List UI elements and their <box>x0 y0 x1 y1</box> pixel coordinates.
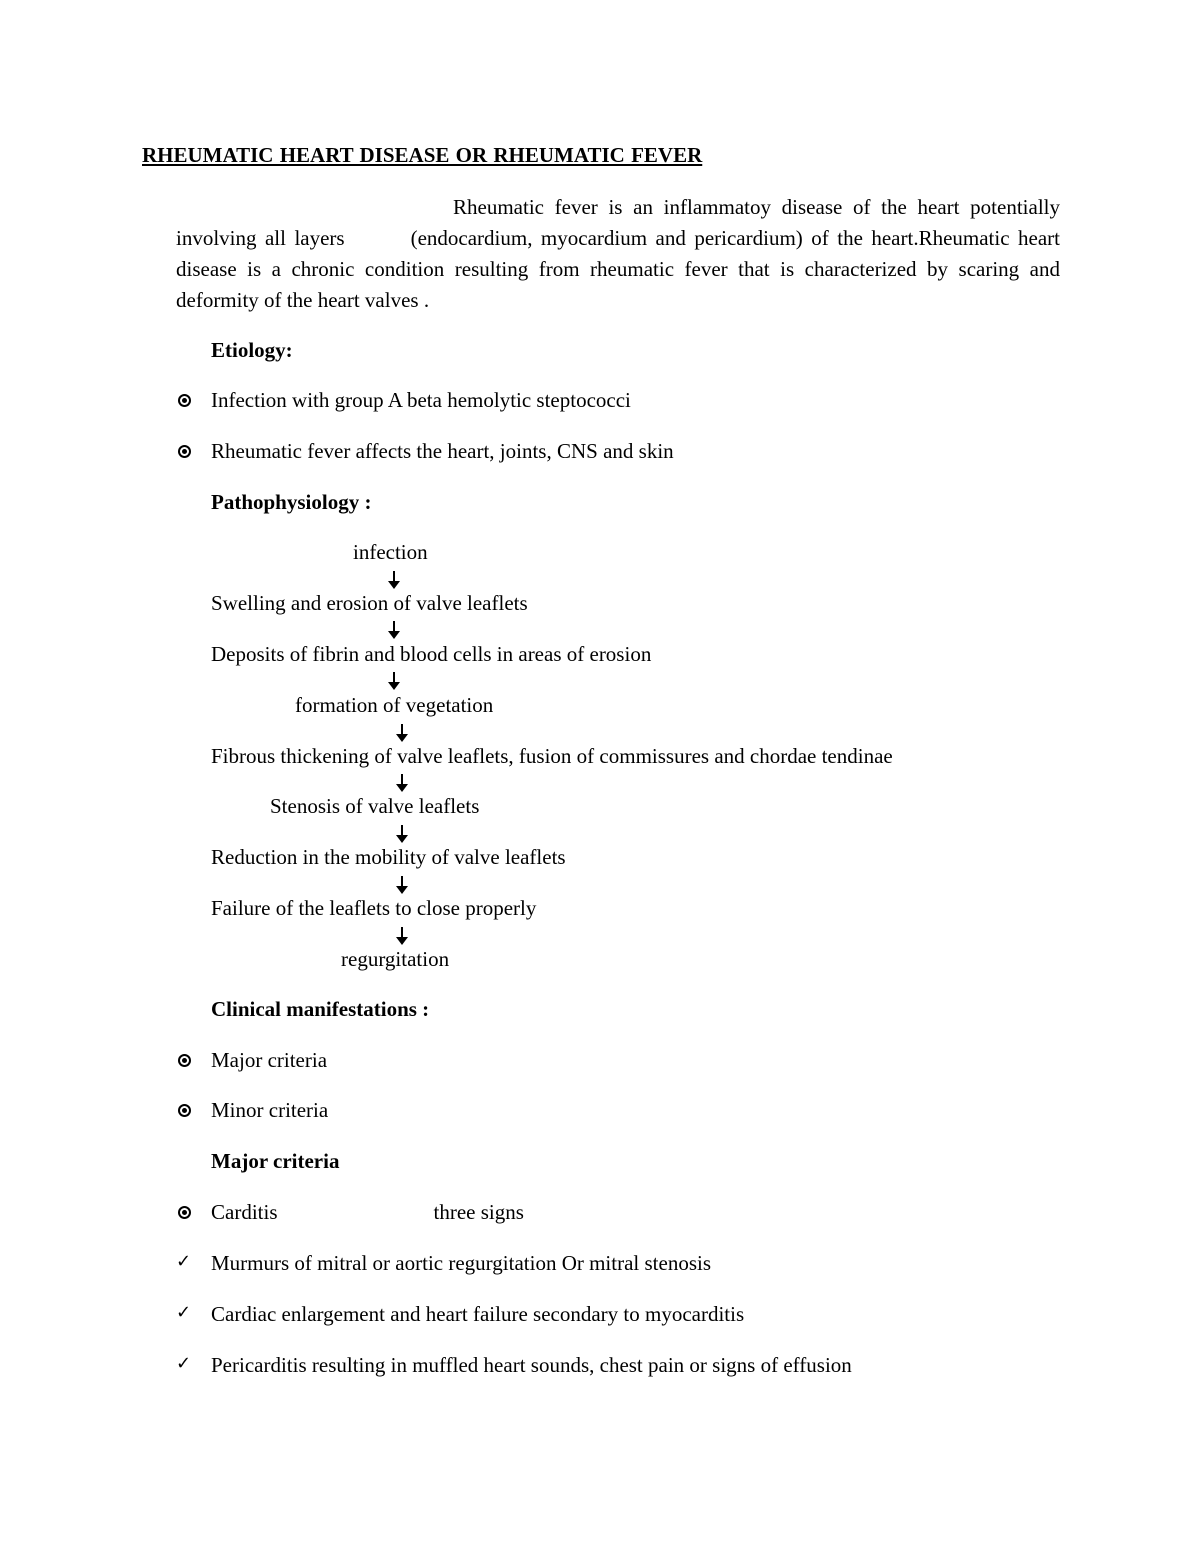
down-arrow-icon <box>387 570 401 590</box>
radio-bullet-icon <box>178 445 191 458</box>
flow-step: Fibrous thickening of valve leaflets, fusion of commissures and chordae tendinae <box>211 744 893 768</box>
page-title: RHEUMATIC HEART DISEASE OR RHEUMATIC FEVER <box>142 143 703 167</box>
etiology-item: Rheumatic fever affects the heart, joints, CNS and skin <box>211 439 674 463</box>
carditis-note: three signs <box>433 1200 524 1224</box>
intro-part-2: (endocardium, myocardium and pericardium) of the heart.Rheumatic heart disease is a chronic condition resulting from rheumatic fever that is characterized by scaring and deformity of the heart valves . <box>176 226 1060 312</box>
clinical-item: Minor criteria <box>211 1098 329 1122</box>
check-item: Cardiac enlargement and heart failure secondary to myocarditis <box>211 1302 745 1326</box>
flow-step: Swelling and erosion of valve leaflets <box>211 591 528 615</box>
flow-step: Failure of the leaflets to close properly <box>211 896 537 920</box>
radio-bullet-icon <box>178 1054 191 1067</box>
flow-step: Stenosis of valve leaflets <box>270 794 480 818</box>
down-arrow-icon <box>395 875 409 895</box>
etiology-item: Infection with group A beta hemolytic steptococci <box>211 388 631 412</box>
down-arrow-icon <box>387 671 401 691</box>
etiology-heading: Etiology: <box>211 338 293 362</box>
pathophysiology-heading: Pathophysiology : <box>211 490 372 514</box>
major-heading: Major criteria <box>211 1149 340 1173</box>
radio-bullet-icon <box>178 394 191 407</box>
checkmark-icon: ✓ <box>176 1353 192 1374</box>
clinical-item: Major criteria <box>211 1048 328 1072</box>
clinical-heading: Clinical manifestations : <box>211 997 430 1021</box>
checkmark-icon: ✓ <box>176 1302 192 1323</box>
intro-paragraph <box>176 192 1060 316</box>
flow-step: regurgitation <box>341 947 450 971</box>
checkmark-icon: ✓ <box>176 1251 192 1272</box>
carditis-label: Carditis <box>211 1200 278 1224</box>
radio-bullet-icon <box>178 1206 191 1219</box>
carditis-item <box>211 1199 524 1225</box>
down-arrow-icon <box>395 723 409 743</box>
down-arrow-icon <box>387 620 401 640</box>
flow-step: Deposits of fibrin and blood cells in areas of erosion <box>211 642 652 666</box>
down-arrow-icon <box>395 926 409 946</box>
radio-bullet-icon <box>178 1104 191 1117</box>
check-item: Murmurs of mitral or aortic regurgitation Or mitral stenosis <box>211 1251 712 1275</box>
intro-part-1: Rheumatic fever is an inflammatoy disease of the heart potentially involving all layers <box>176 195 1060 250</box>
check-item: Pericarditis resulting in muffled heart sounds, chest pain or signs of effusion <box>211 1353 852 1377</box>
flow-step: formation of vegetation <box>295 693 494 717</box>
down-arrow-icon <box>395 773 409 793</box>
flow-step: infection <box>353 540 428 564</box>
flow-step: Reduction in the mobility of valve leaflets <box>211 845 566 869</box>
down-arrow-icon <box>395 824 409 844</box>
